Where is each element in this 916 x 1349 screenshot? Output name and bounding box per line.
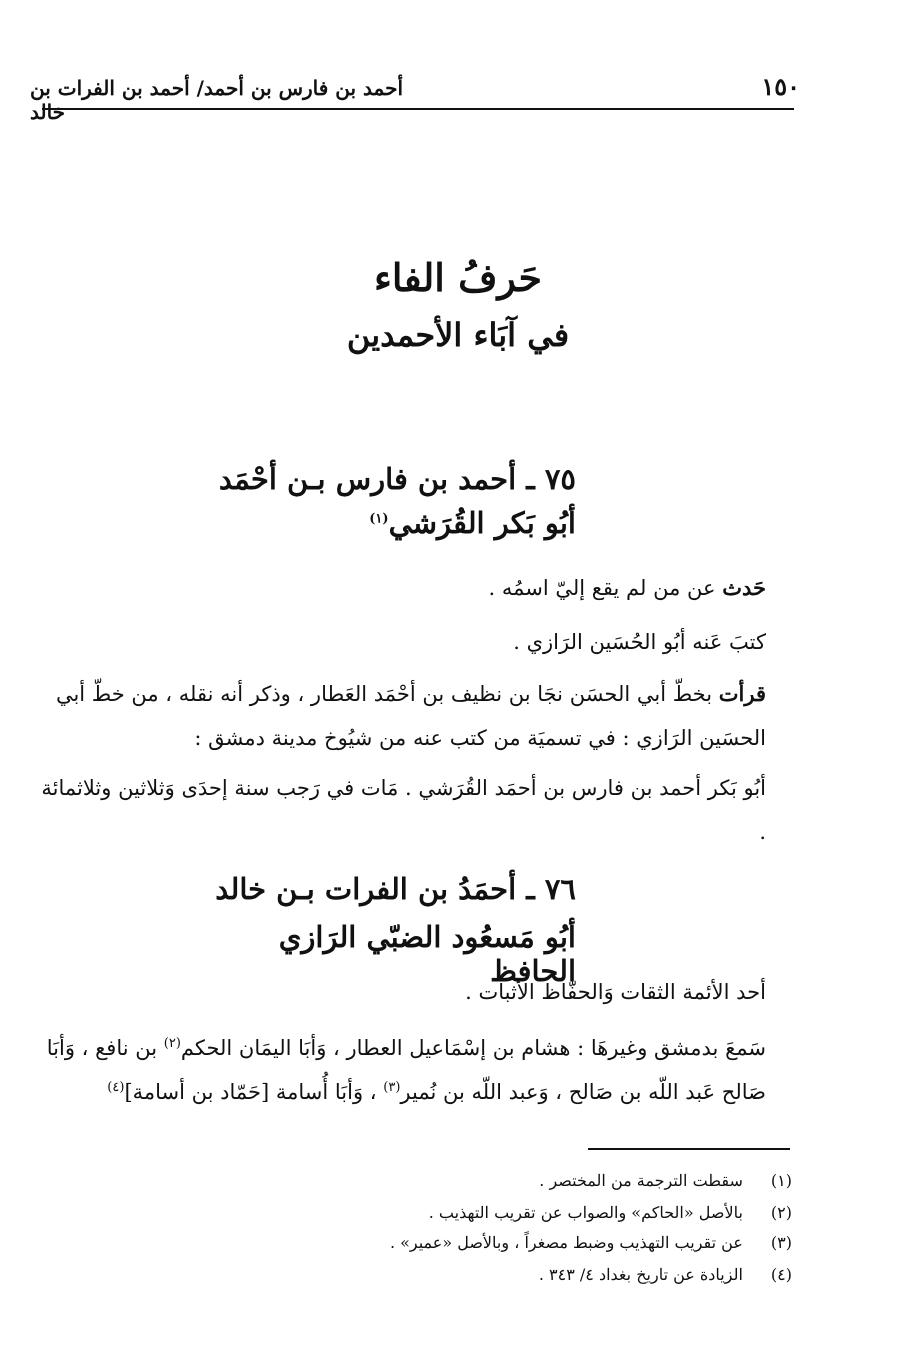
paragraph-text: أبُو بَكر أحمد بن فارس بن أحمَد القُرَشي . مَات في رَجب سنة إحدَى وَثلاثين وثلاثمائة .: [41, 776, 766, 844]
entry-76-paragraph-2: [40, 1026, 796, 1114]
entry-75-paragraph-1: [40, 566, 796, 610]
footnote-3: [200, 1230, 792, 1256]
footnote-text: الزيادة عن تاريخ بغداد ٤/ ٣٤٣ .: [538, 1265, 743, 1284]
paragraph-text-part-1: سَمعَ بدمشق وغيرهَا : هشام بن إسْمَاعيل العطار ، وَأبَا اليمَان الحكم: [180, 1036, 766, 1060]
footnote-number: (٢): [770, 1203, 792, 1222]
footnote-2: [200, 1200, 792, 1226]
entry-75-subtitle: [200, 506, 576, 540]
footnote-ref-1: (١): [369, 511, 389, 527]
paragraph-text-part-2: بن نافع ، وَأبَا صَالح عَبد اللّه بن صَالح ، وَعبد اللّه بن نُمير: [46, 1036, 766, 1104]
paragraph-lead-word: قرأت: [718, 681, 766, 706]
entry-76-title: ٧٦ ـ أحمَدُ بن الفرات بـن خالد: [215, 872, 576, 906]
footnote-text: بالأصل «الحاكم» والصواب عن تقريب التهذيب .: [428, 1203, 743, 1222]
footnote-number: (٣): [770, 1233, 792, 1252]
paragraph-text: كتبَ عَنه أبُو الحُسَين الرَازي .: [513, 630, 766, 654]
entry-76-paragraph-1: [40, 970, 796, 1014]
footnote-4: [200, 1262, 792, 1288]
footnote-ref-2: (٢): [163, 1036, 181, 1051]
entry-75-paragraph-3: [40, 672, 796, 760]
entry-75-paragraph-2: [40, 620, 796, 664]
entry-76-subtitle: أبُو مَسعُود الضبّي الرَازي الحافظ: [278, 920, 576, 988]
footnote-number: (٤): [770, 1265, 792, 1284]
entry-75-paragraph-4: [40, 766, 796, 854]
running-title: أحمد بن فارس بن أحمد/ أحمد بن الفرات بن خالد: [30, 76, 404, 124]
paragraph-text: بخطّ أبي الحسَن نجَا بن نظيف بن أحْمَد العَطار ، وذكر أنه نقله ، من خطّ أبي الحسَين الرَازي : في تسميَة من كتب عنه من شيُوخ مدينة دمشق :: [55, 682, 766, 750]
entry-75-title: ٧٥ ـ أحمد بن فارس بـن أحْمَد: [218, 462, 576, 496]
section-title: حَرفُ الفاء: [374, 255, 542, 300]
footnote-text: عن تقريب التهذيب وضبط مصغراً ، وبالأصل «عمير» .: [389, 1233, 743, 1252]
header-rule: [42, 108, 794, 110]
paragraph-text: عن من لم يقع إليّ اسمُه .: [488, 576, 723, 600]
paragraph-lead-word: حَدث: [722, 575, 766, 600]
footnote-1: [200, 1168, 792, 1194]
paragraph-text-part-3: ، وَأبَا أُسامة [حَمّاد بن أسامة]: [124, 1080, 384, 1104]
entry-75-subtitle-text: أبُو بَكر القُرَشي: [388, 506, 576, 540]
paragraph-text: أحد الأئمة الثقات وَالحفّاظ الأثبات .: [465, 980, 766, 1004]
page-number: ١٥٠: [761, 72, 800, 101]
section-subtitle: في آبَاء الأحمدين: [346, 316, 570, 354]
footnote-number: (١): [770, 1171, 792, 1190]
footnote-ref-4: (٤): [107, 1080, 125, 1095]
footnote-rule: [588, 1148, 790, 1150]
footnote-text: سقطت الترجمة من المختصر .: [539, 1171, 743, 1190]
footnote-ref-3: (٣): [383, 1080, 401, 1095]
